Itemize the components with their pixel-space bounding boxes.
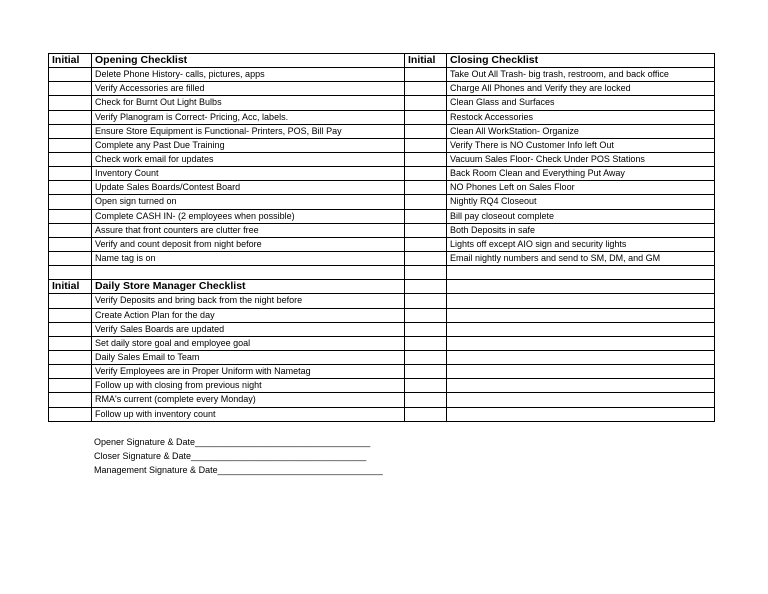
empty-cell [405,393,447,407]
empty-cell [405,350,447,364]
daily-item: Follow up with closing from previous night [92,379,405,393]
closing-item: Verify There is NO Customer Info left Out [447,138,715,152]
opening-initial-header: Initial [49,54,92,68]
spacer-cell [405,266,447,280]
opening-item: Ensure Store Equipment is Functional- Printers, POS, Bill Pay [92,124,405,138]
closing-checklist-header: Closing Checklist [447,54,715,68]
spacer-row [49,266,715,280]
empty-cell [447,294,715,308]
opening-item: Open sign turned on [92,195,405,209]
empty-cell [447,350,715,364]
opening-item: Verify Planogram is Correct- Pricing, Acc, labels. [92,110,405,124]
empty-cell [447,322,715,336]
empty-cell [405,407,447,421]
daily-initial-cell[interactable] [49,407,92,421]
opening-closing-row [49,167,715,181]
closing-item: Back Room Clean and Everything Put Away [447,167,715,181]
empty-cell [447,379,715,393]
opening-initial-cell[interactable] [49,237,92,251]
empty-cell [405,365,447,379]
spacer-cell [49,266,92,280]
spacer-cell [92,266,405,280]
daily-initial-cell[interactable] [49,322,92,336]
opening-initial-cell[interactable] [49,195,92,209]
opening-item: Assure that front counters are clutter free [92,223,405,237]
daily-row [49,365,715,379]
empty-cell [447,407,715,421]
opening-initial-cell[interactable] [49,181,92,195]
opener-signature-line[interactable]: Opener Signature & Date___________________________________ [94,437,371,447]
closing-item: Both Deposits in safe [447,223,715,237]
daily-initial-cell[interactable] [49,308,92,322]
daily-row [49,350,715,364]
opening-item: Check for Burnt Out Light Bulbs [92,96,405,110]
closing-initial-cell[interactable] [405,96,447,110]
closer-signature-line[interactable]: Closer Signature & Date___________________________________ [94,451,367,461]
closing-initial-cell[interactable] [405,152,447,166]
closing-initial-cell[interactable] [405,181,447,195]
opening-initial-cell[interactable] [49,82,92,96]
opening-closing-row [49,251,715,265]
opening-item: Complete CASH IN- (2 employees when possible) [92,209,405,223]
daily-item: Set daily store goal and employee goal [92,336,405,350]
daily-row [49,336,715,350]
closing-initial-cell[interactable] [405,68,447,82]
daily-row [49,407,715,421]
opening-closing-row [49,138,715,152]
daily-row [49,322,715,336]
closing-initial-cell[interactable] [405,223,447,237]
opening-item: Verify and count deposit from night before [92,237,405,251]
opening-initial-cell[interactable] [49,209,92,223]
management-signature-line[interactable]: Management Signature & Date_________________________________ [94,465,383,475]
daily-initial-cell[interactable] [49,294,92,308]
empty-cell [447,365,715,379]
opening-closing-row [49,237,715,251]
closing-item: Clean All WorkStation- Organize [447,124,715,138]
closing-item: Restock Accessories [447,110,715,124]
checklist-table-body [49,54,715,422]
opening-initial-cell[interactable] [49,110,92,124]
opening-item: Update Sales Boards/Contest Board [92,181,405,195]
daily-item: Verify Sales Boards are updated [92,322,405,336]
closing-item: Bill pay closeout complete [447,209,715,223]
signature-block [94,435,383,477]
closing-initial-cell[interactable] [405,209,447,223]
daily-initial-cell[interactable] [49,365,92,379]
daily-row [49,294,715,308]
closing-item: NO Phones Left on Sales Floor [447,181,715,195]
opening-initial-cell[interactable] [49,68,92,82]
opening-initial-cell[interactable] [49,124,92,138]
opening-closing-row [49,124,715,138]
empty-cell [405,294,447,308]
daily-row [49,393,715,407]
opening-item: Complete any Past Due Training [92,138,405,152]
opening-closing-row [49,96,715,110]
daily-initial-cell[interactable] [49,350,92,364]
daily-initial-cell[interactable] [49,379,92,393]
opening-item: Name tag is on [92,251,405,265]
closing-item: Charge All Phones and Verify they are locked [447,82,715,96]
closing-initial-cell[interactable] [405,138,447,152]
daily-item: Verify Deposits and bring back from the night before [92,294,405,308]
empty-cell [405,336,447,350]
closing-item: Nightly RQ4 Closeout [447,195,715,209]
daily-row [49,308,715,322]
opening-initial-cell[interactable] [49,152,92,166]
opening-item: Verify Accessories are filled [92,82,405,96]
opening-closing-row [49,82,715,96]
daily-header-row [49,280,715,294]
checklist-table [48,53,715,422]
opening-closing-header-row [49,54,715,68]
opening-closing-row [49,223,715,237]
daily-initial-cell[interactable] [49,336,92,350]
closing-initial-cell[interactable] [405,195,447,209]
daily-item: Follow up with inventory count [92,407,405,421]
empty-cell [447,280,715,294]
daily-checklist-header: Daily Store Manager Checklist [92,280,405,294]
closing-item: Take Out All Trash- big trash, restroom, and back office [447,68,715,82]
closing-initial-cell[interactable] [405,251,447,265]
opening-item: Check work email for updates [92,152,405,166]
daily-item: Verify Employees are in Proper Uniform with Nametag [92,365,405,379]
opening-closing-row [49,195,715,209]
opening-initial-cell[interactable] [49,167,92,181]
opening-closing-row [49,68,715,82]
opening-closing-row [49,181,715,195]
opening-initial-cell[interactable] [49,223,92,237]
opening-checklist-header: Opening Checklist [92,54,405,68]
closing-initial-cell[interactable] [405,124,447,138]
closing-item: Clean Glass and Surfaces [447,96,715,110]
closing-item: Vacuum Sales Floor- Check Under POS Stations [447,152,715,166]
empty-cell [405,322,447,336]
daily-item: Create Action Plan for the day [92,308,405,322]
opening-initial-cell[interactable] [49,138,92,152]
opening-item: Inventory Count [92,167,405,181]
opening-closing-row [49,110,715,124]
closing-initial-cell[interactable] [405,237,447,251]
spacer-cell [447,266,715,280]
closing-initial-cell[interactable] [405,82,447,96]
opening-item: Delete Phone History- calls, pictures, apps [92,68,405,82]
empty-cell [405,379,447,393]
opening-initial-cell[interactable] [49,96,92,110]
empty-cell [447,393,715,407]
daily-item: RMA's current (complete every Monday) [92,393,405,407]
opening-closing-row [49,209,715,223]
daily-initial-header: Initial [49,280,92,294]
closing-initial-header: Initial [405,54,447,68]
closing-initial-cell[interactable] [405,110,447,124]
empty-cell [405,308,447,322]
closing-item: Lights off except AIO sign and security lights [447,237,715,251]
closing-initial-cell[interactable] [405,167,447,181]
opening-closing-row [49,152,715,166]
opening-initial-cell[interactable] [49,251,92,265]
empty-cell [405,280,447,294]
daily-initial-cell[interactable] [49,393,92,407]
daily-item: Daily Sales Email to Team [92,350,405,364]
daily-row [49,379,715,393]
empty-cell [447,336,715,350]
closing-item: Email nightly numbers and send to SM, DM, and GM [447,251,715,265]
empty-cell [447,308,715,322]
